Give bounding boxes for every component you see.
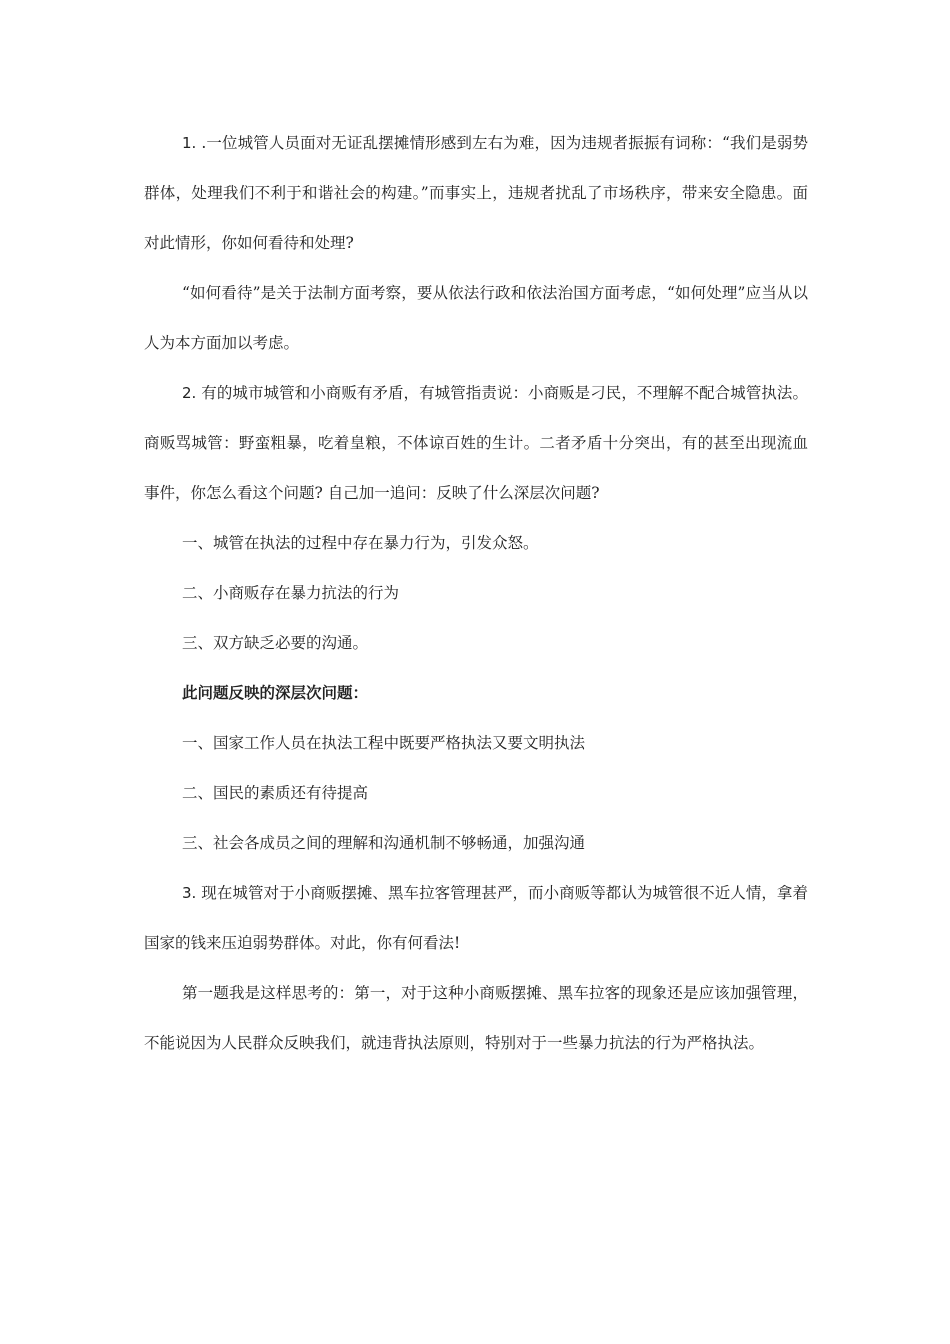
deep-issues-heading: 此问题反映的深层次问题： xyxy=(182,683,369,702)
question-3-number: 3. xyxy=(182,884,197,902)
question-3 xyxy=(144,868,808,968)
question-1-number: 1. xyxy=(182,134,197,152)
deep-issue-1: 一、国家工作人员在执法工程中既要严格执法又要文明执法 xyxy=(182,734,586,752)
question-2 xyxy=(144,368,808,518)
deep-issue-2: 二、国民的素质还有待提高 xyxy=(182,784,369,802)
answer-2-point-3: 三、双方缺乏必要的沟通。 xyxy=(182,634,369,652)
question-1 xyxy=(144,118,808,268)
question-2-number: 2. xyxy=(182,384,197,402)
question-3-text: 现在城管对于小商贩摆摊、黑车拉客管理甚严，而小商贩等都认为城管很不近人情，拿着国家的钱来压迫弱势群体。对此，你有何看法! xyxy=(144,884,808,952)
question-1-text: .一位城管人员面对无证乱摆摊情形感到左右为难，因为违规者振振有词称：“我们是弱势群体，处理我们不利于和谐社会的构建。”而事实上，违规者扰乱了市场秩序，带来安全隐患。面对此情形，你如何看待和处理? xyxy=(144,134,808,252)
answer-3: 第一题我是这样思考的：第一，对于这种小商贩摆摊、黑车拉客的现象还是应该加强管理，不能说因为人民群众反映我们，就违背执法原则，特别对于一些暴力抗法的行为严格执法。 xyxy=(144,984,808,1052)
answer-2-point-1: 一、城管在执法的过程中存在暴力行为，引发众怒。 xyxy=(182,534,539,552)
document-body xyxy=(144,118,808,1068)
answer-1: “如何看待”是关于法制方面考察，要从依法行政和依法治国方面考虑，“如何处理”应当从以人为本方面加以考虑。 xyxy=(144,284,808,352)
answer-2-point-2: 二、小商贩存在暴力抗法的行为 xyxy=(182,584,400,602)
question-2-text: 有的城市城管和小商贩有矛盾，有城管指责说：小商贩是刁民，不理解不配合城管执法。商贩骂城管：野蛮粗暴，吃着皇粮，不体谅百姓的生计。二者矛盾十分突出，有的甚至出现流血事件，你怎么看这个问题? 自己加一追问：反映了什么深层次问题? xyxy=(144,384,808,502)
deep-issue-3: 三、社会各成员之间的理解和沟通机制不够畅通，加强沟通 xyxy=(182,834,586,852)
